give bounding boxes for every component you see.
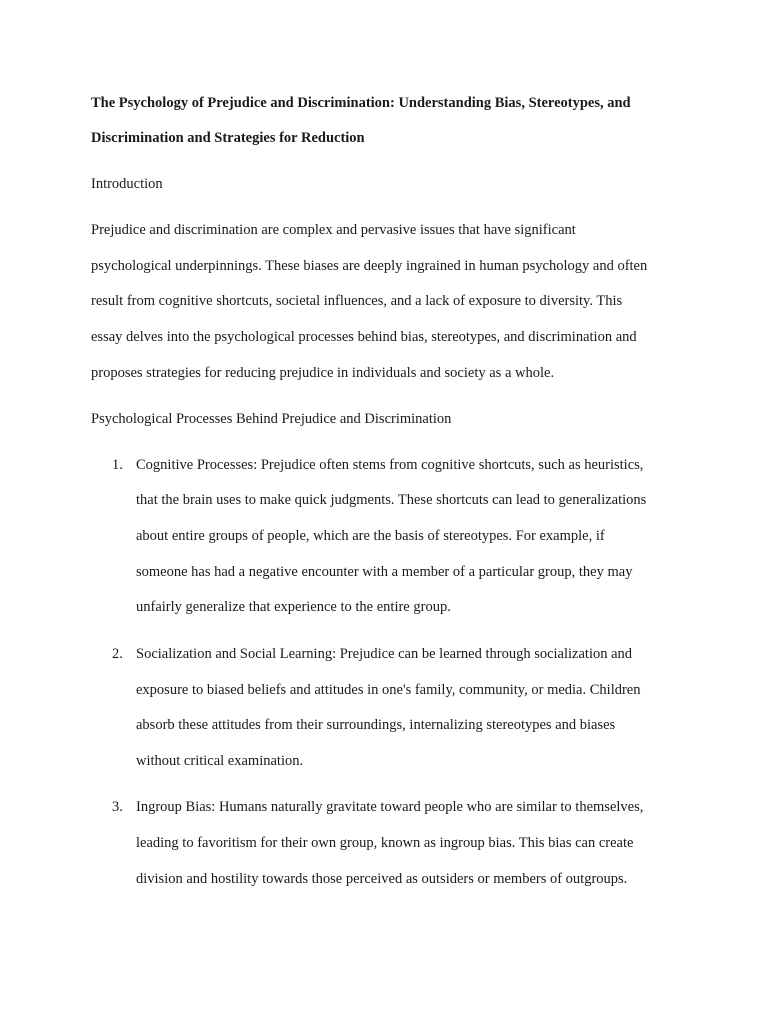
intro-paragraph-line: psychological underpinnings. These biases are deeply ingrained in human psychology and often: [91, 258, 648, 274]
document-title-line-2: Discrimination and Strategies for Reduction: [91, 130, 365, 146]
intro-paragraph-line: Prejudice and discrimination are complex and pervasive issues that have significant: [91, 222, 576, 238]
list-item-line: about entire groups of people, which are the basis of stereotypes. For example, if: [136, 528, 605, 544]
list-item-line: leading to favoritism for their own group, known as ingroup bias. This bias can create: [136, 835, 634, 851]
list-item-line: without critical examination.: [136, 753, 304, 769]
intro-heading: Introduction: [91, 176, 163, 192]
list-item-number: 3.: [112, 799, 123, 815]
list-item-line: Cognitive Processes: Prejudice often stems from cognitive shortcuts, such as heuristics,: [136, 457, 644, 473]
list-item-number: 1.: [112, 457, 123, 473]
list-item-line: absorb these attitudes from their surroundings, internalizing stereotypes and biases: [136, 717, 616, 733]
list-item-number: 2.: [112, 646, 123, 662]
intro-paragraph-line: essay delves into the psychological processes behind bias, stereotypes, and discrimination and: [91, 329, 637, 345]
list-item-line: division and hostility towards those perceived as outsiders or members of outgroups.: [136, 871, 628, 887]
list-item-line: exposure to biased beliefs and attitudes in one's family, community, or media. Children: [136, 682, 641, 698]
list-item-line: someone has had a negative encounter with a member of a particular group, they may: [136, 564, 633, 580]
intro-paragraph-line: proposes strategies for reducing prejudice in individuals and society as a whole.: [91, 365, 555, 381]
document-title-line-1: The Psychology of Prejudice and Discrimination: Understanding Bias, Stereotypes, and: [91, 95, 631, 111]
list-item-line: unfairly generalize that experience to the entire group.: [136, 599, 451, 615]
section-heading: Psychological Processes Behind Prejudice and Discrimination: [91, 411, 452, 427]
list-item-line: that the brain uses to make quick judgments. These shortcuts can lead to generalizations: [136, 492, 647, 508]
list-item-line: Socialization and Social Learning: Prejudice can be learned through socialization and: [136, 646, 633, 662]
intro-paragraph-line: result from cognitive shortcuts, societal influences, and a lack of exposure to diversity. This: [91, 293, 623, 309]
list-item-line: Ingroup Bias: Humans naturally gravitate toward people who are similar to themselves,: [136, 799, 644, 815]
